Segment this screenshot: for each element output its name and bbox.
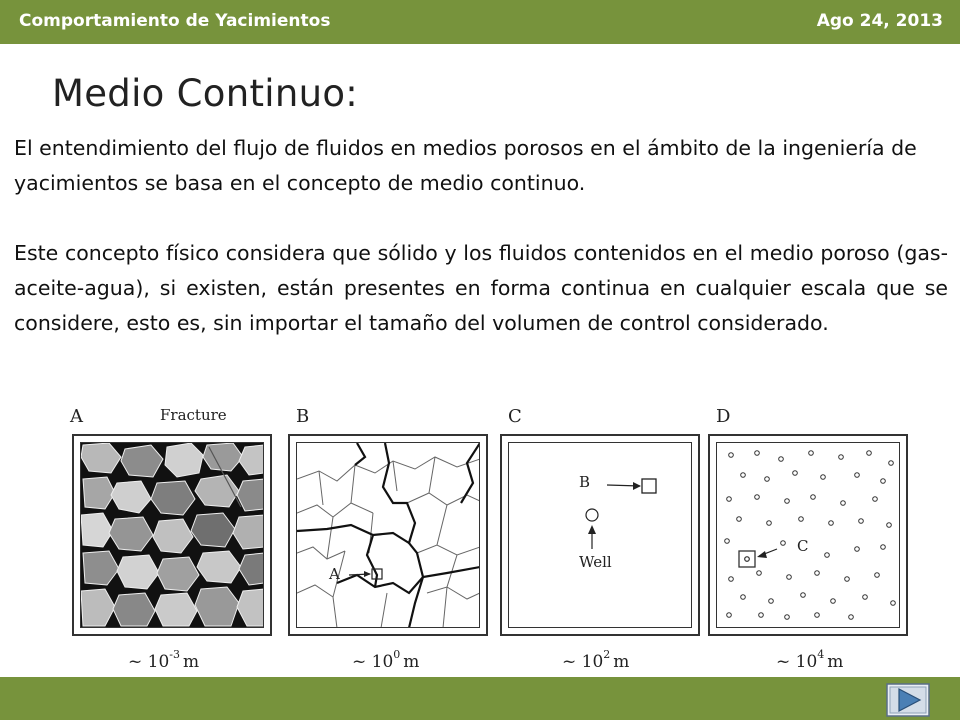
scale-a-base: ~ 10 bbox=[128, 652, 170, 672]
b-marker-label: B bbox=[579, 473, 591, 491]
header-date: Ago 24, 2013 bbox=[816, 11, 943, 31]
scale-c-exponent: 2 bbox=[603, 648, 611, 661]
paragraph-1: El entendimiento del flujo de fluidos en medios porosos en el ámbito de la ingeniería de yacimientos se basa en el concepto de medio continuo. bbox=[14, 136, 917, 195]
panel-b bbox=[288, 434, 488, 636]
fracture-network-diagram bbox=[297, 443, 480, 628]
panel-c-letter: C bbox=[508, 406, 522, 427]
scale-b-unit: m bbox=[403, 652, 420, 672]
a-marker-label: A bbox=[329, 565, 340, 583]
scale-d-base: ~ 10 bbox=[776, 652, 818, 672]
fracture-label: Fracture bbox=[160, 406, 227, 424]
slide-title: Medio Continuo: bbox=[52, 72, 359, 115]
scale-d bbox=[776, 648, 843, 672]
play-next-icon bbox=[886, 683, 930, 717]
scale-figure bbox=[68, 402, 918, 677]
panel-c bbox=[500, 434, 700, 636]
panel-b-letter: B bbox=[296, 406, 310, 427]
panel-a-letter: A bbox=[70, 406, 83, 427]
scale-b-base: ~ 10 bbox=[352, 652, 394, 672]
well-diagram bbox=[509, 443, 692, 628]
next-slide-button[interactable] bbox=[886, 683, 930, 717]
scale-b-exponent: 0 bbox=[393, 648, 401, 661]
scale-c bbox=[562, 648, 629, 672]
c-marker-label: C bbox=[797, 537, 809, 555]
footer-bar bbox=[0, 677, 960, 720]
scale-a-unit: m bbox=[183, 652, 200, 672]
panel-d-letter: D bbox=[716, 406, 731, 427]
scale-a-exponent: -3 bbox=[169, 648, 180, 661]
scale-c-unit: m bbox=[613, 652, 630, 672]
grains-diagram bbox=[81, 443, 264, 628]
scale-d-exponent: 4 bbox=[817, 648, 825, 661]
header-bar bbox=[0, 0, 960, 44]
field-wells-diagram bbox=[717, 443, 900, 628]
panel-d bbox=[708, 434, 908, 636]
scale-a bbox=[128, 648, 199, 672]
paragraph-2: Este concepto físico considera que sólido y los fluidos contenidos en el medio poroso (gas-aceite-agua), si existen, están presentes en forma continua en cualquier escala que se considere, esto es, sin importar el tamaño del volumen de control considerado. bbox=[14, 241, 948, 335]
scale-b bbox=[352, 648, 419, 672]
slide-body bbox=[14, 131, 948, 341]
scale-c-base: ~ 10 bbox=[562, 652, 604, 672]
panel-a bbox=[72, 434, 272, 636]
scale-d-unit: m bbox=[827, 652, 844, 672]
well-label: Well bbox=[579, 553, 612, 571]
course-title: Comportamiento de Yacimientos bbox=[19, 11, 331, 31]
